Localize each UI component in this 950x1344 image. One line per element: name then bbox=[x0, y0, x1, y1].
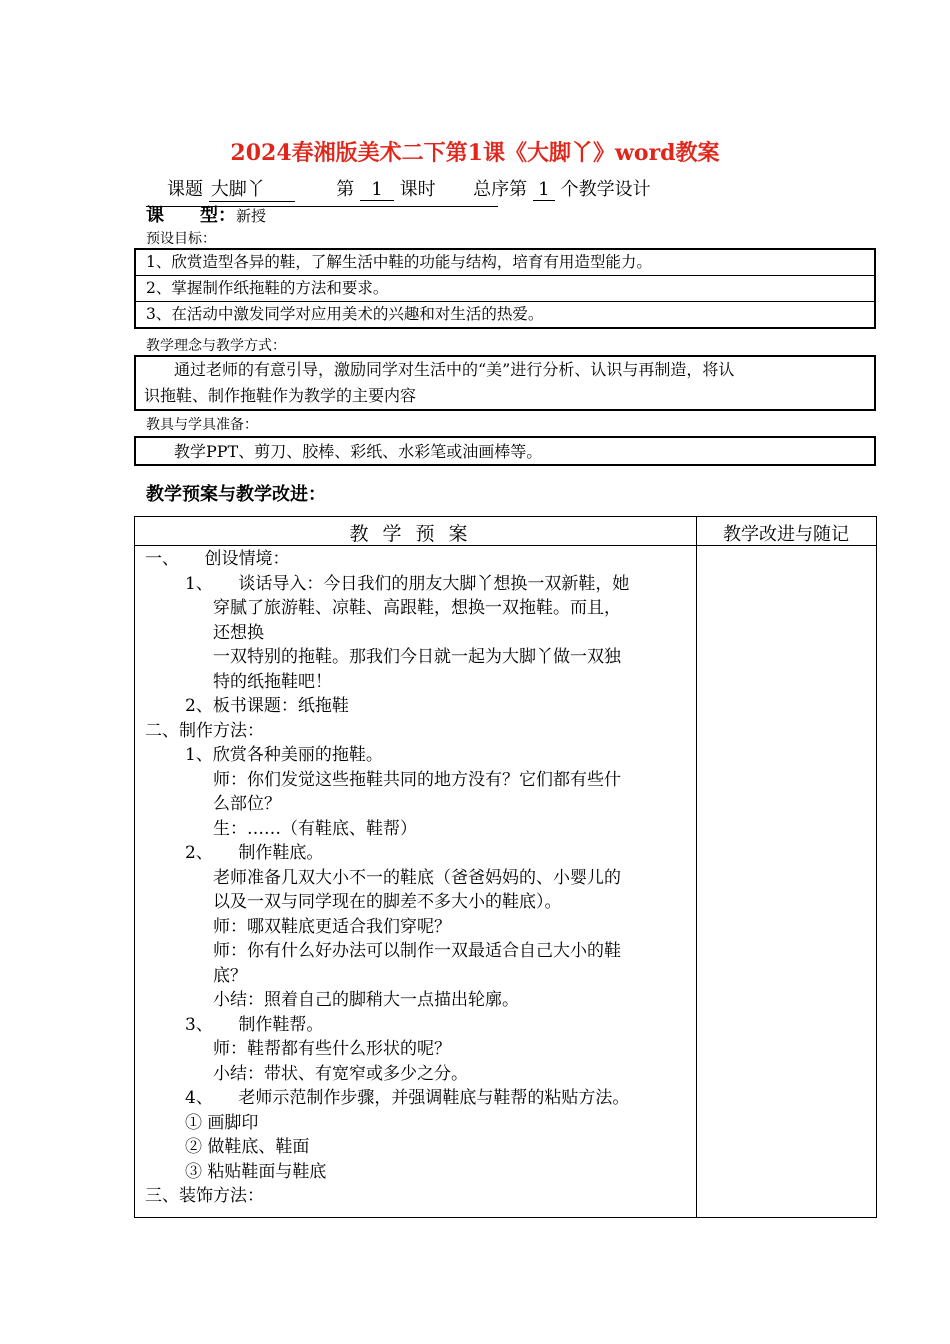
lesson-plan-table bbox=[134, 516, 877, 1218]
lesson-suffix: 课时 bbox=[399, 179, 436, 200]
tools-label: 教具与学具准备： bbox=[146, 417, 258, 433]
column-header-plan: 教学预案 bbox=[349, 523, 482, 545]
lesson-number: 1 bbox=[360, 179, 394, 201]
plan-line: 以及一双与同学现在的脚差不多大小的鞋底）。 bbox=[213, 892, 562, 912]
goal-item: 1、欣赏造型各异的鞋，了解生活中鞋的功能与结构，培育有用造型能力。 bbox=[136, 250, 874, 276]
goal-item: 2、掌握制作纸拖鞋的方法和要求。 bbox=[136, 276, 874, 302]
plan-line: 小结：照着自己的脚稍大一点描出轮廓。 bbox=[213, 990, 519, 1010]
plan-line: 一、 创设情境： bbox=[145, 549, 290, 569]
column-divider bbox=[696, 517, 697, 1217]
plan-line: 还想换 bbox=[213, 622, 264, 643]
tools-text: 教学PPT、剪刀、胶棒、彩纸、水彩笔或油画棒等。 bbox=[174, 442, 543, 461]
plan-line: 3、 制作鞋帮。 bbox=[185, 1014, 324, 1035]
plan-line: 师：你有什么好办法可以制作一双最适合自己大小的鞋 bbox=[213, 941, 621, 961]
concept-label: 教学理念与教学方式： bbox=[146, 338, 286, 354]
plan-line: 穿腻了旅游鞋、凉鞋、高跟鞋，想换一双拖鞋。而且， bbox=[213, 598, 621, 618]
plan-line: 三、装饰方法： bbox=[145, 1186, 264, 1206]
lesson-prefix: 第 bbox=[336, 179, 355, 200]
plan-line: 一双特别的拖鞋。那我们今日就一起为大脚丫做一双独 bbox=[213, 647, 621, 667]
topic-value: 大脚丫 bbox=[209, 175, 295, 202]
plan-line: ① 画脚印 bbox=[185, 1112, 259, 1133]
concept-box bbox=[134, 355, 876, 411]
plan-line: 么部位？ bbox=[213, 794, 281, 814]
plan-line: 4、 老师示范制作步骤，并强调鞋底与鞋帮的粘贴方法。 bbox=[185, 1088, 630, 1108]
plan-line: 2、 制作鞋底。 bbox=[185, 843, 324, 863]
order-prefix: 总序第 bbox=[473, 179, 528, 200]
plan-line: 1、 谈话导入：今日我们的朋友大脚丫想换一双新鞋，她 bbox=[185, 573, 630, 594]
lesson-type bbox=[146, 201, 266, 227]
plan-line: 二、制作方法： bbox=[145, 720, 264, 741]
plan-line: 生：……（有鞋底、鞋帮） bbox=[213, 818, 417, 839]
type-value: 新授 bbox=[236, 207, 267, 225]
plan-line: ③ 粘贴鞋面与鞋底 bbox=[185, 1161, 327, 1182]
type-label: 课 型： bbox=[146, 205, 236, 226]
plan-line: 2、板书课题：纸拖鞋 bbox=[185, 696, 349, 716]
lesson-info bbox=[167, 175, 651, 202]
plan-line: 小结：带状、有宽窄或多少之分。 bbox=[213, 1063, 468, 1084]
column-header-notes: 教学改进与随记 bbox=[723, 524, 849, 545]
plan-content bbox=[145, 547, 690, 1209]
plan-line: 底？ bbox=[213, 965, 247, 986]
concept-line: 识拖鞋、制作拖鞋作为教学的主要内容 bbox=[144, 386, 417, 405]
goals-label: 预设目标： bbox=[146, 231, 216, 247]
plan-line: 师：你们发觉这些拖鞋共同的地方没有？它们都有些什 bbox=[213, 769, 621, 790]
goal-item: 3、在活动中激发同学对应用美术的兴趣和对生活的热爱。 bbox=[146, 305, 544, 323]
plan-line: 师：哪双鞋底更适合我们穿呢？ bbox=[213, 916, 451, 937]
plan-line: 1、欣赏各种美丽的拖鞋。 bbox=[185, 745, 383, 765]
order-suffix: 个教学设计 bbox=[560, 179, 651, 200]
tools-box bbox=[134, 436, 876, 466]
concept-line: 通过老师的有意引导，激励同学对生活中的“美”进行分析、认识与再制造，将认 bbox=[174, 360, 735, 379]
plan-line: 老师准备几双大小不一的鞋底（爸爸妈妈的、小婴儿的 bbox=[213, 867, 621, 888]
topic-label: 课题 bbox=[167, 179, 203, 200]
plan-line: 师：鞋帮都有些什么形状的呢？ bbox=[213, 1039, 451, 1059]
plan-line: 特的纸拖鞋吧！ bbox=[213, 671, 332, 692]
goals-box bbox=[134, 248, 876, 329]
document-title: 2024春湘版美术二下第1课《大脚丫》word教案 bbox=[230, 140, 720, 166]
section-heading: 教学预案与教学改进： bbox=[146, 484, 326, 505]
order-number: 1 bbox=[533, 179, 555, 201]
plan-line: ② 做鞋底、鞋面 bbox=[185, 1137, 310, 1157]
